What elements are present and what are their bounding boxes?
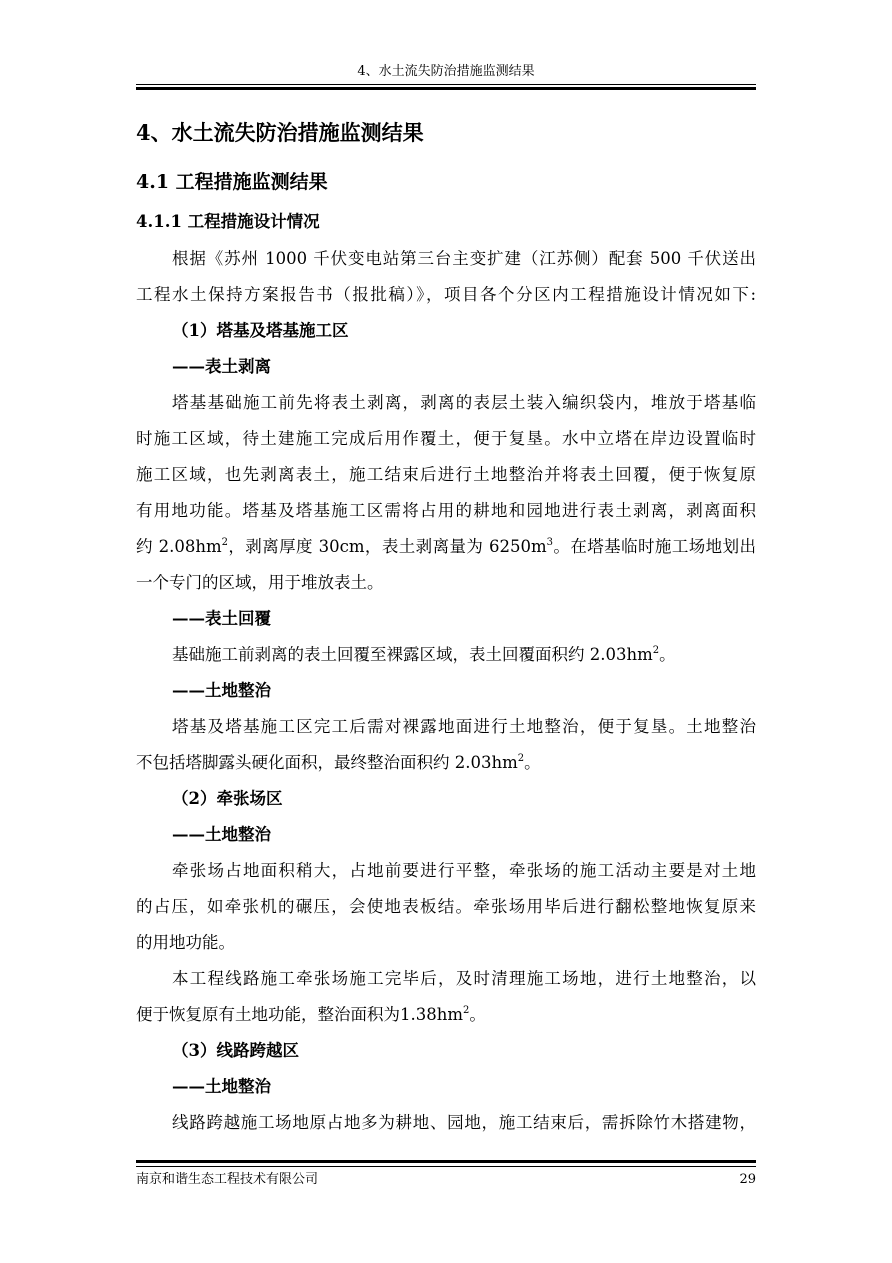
p1-line-3: 施工区域，也先剥离表土，施工结束后进行土地整治并将表土回覆，便于恢复原 <box>136 465 756 484</box>
section-3-title: （3）线路跨越区 <box>172 1041 299 1060</box>
section-2-title: （2）牵张场区 <box>172 789 283 808</box>
p4-line-1: 牵张场占地面积稍大，占地前要进行平整，牵张场的施工活动主要是对土地 <box>172 861 756 880</box>
subheading-topsoil-return: ——表土回覆 <box>172 609 271 628</box>
p2-line-1: 基础施工前剥离的表土回覆至裸露区域，表土回覆面积约 $2.03hm^2$。 <box>172 644 676 664</box>
p5-line-2: 便于恢复原有土地功能，整治面积为$1.38hm^2$。 <box>136 1004 486 1024</box>
p3-line-2: 不包括塔脚露头硬化面积，最终整治面积约 $2.03hm^2$。 <box>136 752 541 772</box>
p1-line-6: 一个专门的区域，用于堆放表土。 <box>136 573 384 592</box>
section-1-title: （1）塔基及塔基施工区 <box>172 321 349 340</box>
footer-company: 南京和谐生态工程技术有限公司 <box>136 1172 319 1187</box>
p6-line-1: 线路跨越施工场地原占地多为耕地、园地，施工结束后，需拆除竹木搭建物， <box>172 1113 756 1132</box>
p5-line-1: 本工程线路施工牵张场施工完毕后，及时清理施工场地，进行土地整治，以 <box>172 969 756 988</box>
running-header-title: 4、水土流失防治措施监测结果 <box>357 64 535 79</box>
p1-line-1: 塔基基础施工前先将表土剥离，剥离的表层土装入编织袋内，堆放于塔基临 <box>172 393 756 412</box>
subheading-topsoil-strip: ——表土剥离 <box>172 357 271 376</box>
header-rule-thick <box>136 87 756 90</box>
intro-line-1: 根据《苏州 1000 千伏变电站第三台主变扩建（江苏侧）配套 500 千伏送出 <box>172 249 756 268</box>
p1-line-5: 约 $2.08hm^2$，剥离厚度 30cm，表土剥离量为 $6250m^3$。在塔基临时施工场地划出 <box>136 536 757 556</box>
subheading-land-consolidation-1: ——土地整治 <box>172 681 271 700</box>
page-number: 29 <box>739 1172 756 1187</box>
heading-level-1: 4、水土流失防治措施监测结果 <box>136 120 424 145</box>
p3-line-1: 塔基及塔基施工区完工后需对裸露地面进行土地整治，便于复垦。土地整治 <box>172 717 756 736</box>
intro-line-2: 工程水土保持方案报告书（报批稿）》，项目各个分区内工程措施设计情况如下: <box>136 285 756 304</box>
p4-line-3: 的用地功能。 <box>136 933 235 952</box>
subheading-land-consolidation-2: ——土地整治 <box>172 825 271 844</box>
p1-line-2: 时施工区域，待土建施工完成后用作覆土，便于复垦。水中立塔在岸边设置临时 <box>136 429 756 448</box>
subheading-land-consolidation-3: ——土地整治 <box>172 1077 271 1096</box>
p4-line-2: 的占压，如牵张机的碾压，会使地表板结。牵张场用毕后进行翻松整地恢复原来 <box>136 897 756 916</box>
header-rule-thin <box>136 84 756 85</box>
heading-level-3: 4.1.1 工程措施设计情况 <box>136 212 320 231</box>
heading-level-2: 4.1 工程措施监测结果 <box>136 171 328 193</box>
footer-rule-thin <box>136 1166 756 1167</box>
footer-rule-thick <box>136 1160 756 1163</box>
p1-line-4: 有用地功能。塔基及塔基施工区需将占用的耕地和园地进行表土剥离，剥离面积 <box>136 501 756 520</box>
